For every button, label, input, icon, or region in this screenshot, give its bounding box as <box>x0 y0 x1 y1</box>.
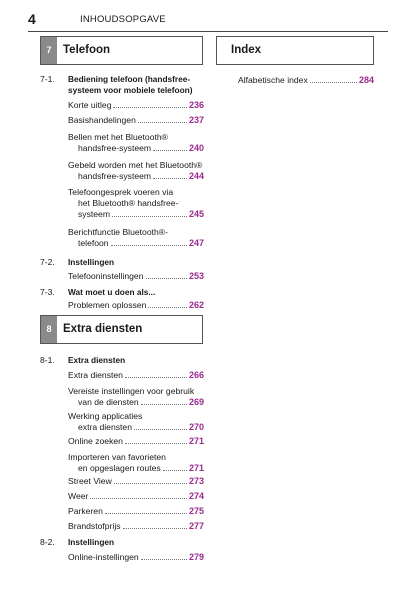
page-ref: 236 <box>188 100 204 110</box>
page-section-title: INHOUDSOPGAVE <box>80 14 166 25</box>
entry-label: telefoon <box>78 238 109 248</box>
page-ref: 279 <box>188 552 204 562</box>
leader-dots <box>105 508 187 514</box>
page-ref: 237 <box>188 115 204 125</box>
section-box-extra-diensten[interactable] <box>40 315 203 344</box>
leader-dots <box>310 77 357 83</box>
entry-label: het Bluetooth® handsfree- <box>78 198 179 208</box>
page-ref: 269 <box>188 397 204 407</box>
page-ref: 270 <box>188 422 204 432</box>
toc-entry[interactable] <box>68 115 204 126</box>
entry-label: Werking applicaties <box>68 411 143 421</box>
chapter-number: 7-2. <box>40 257 55 267</box>
toc-entry[interactable] <box>238 75 374 86</box>
toc-entry[interactable] <box>68 491 204 502</box>
entry-label: Telefoongesprek voeren via <box>68 187 174 197</box>
section-box-telefoon[interactable] <box>40 36 203 65</box>
leader-dots <box>114 478 187 484</box>
entry-label: extra diensten <box>78 422 132 432</box>
page-ref: 266 <box>188 370 204 380</box>
leader-dots <box>141 399 187 405</box>
toc-section-8 <box>40 355 205 570</box>
section-title: Extra diensten <box>63 323 143 335</box>
section-number: 7 <box>41 37 57 64</box>
leader-dots <box>146 273 187 279</box>
toc-entry[interactable] <box>68 100 204 111</box>
entry-label: Telefooninstellingen <box>68 271 144 281</box>
entry-label: Vereiste instellingen voor gebruik <box>68 386 195 396</box>
leader-dots <box>134 424 187 430</box>
entry-label: Online zoeken <box>68 436 123 446</box>
toc-section-7 <box>40 74 205 344</box>
page-ref: 275 <box>188 506 204 516</box>
entry-label: systeem <box>78 209 110 219</box>
toc-entry[interactable] <box>68 187 204 220</box>
leader-dots <box>138 117 187 123</box>
leader-dots <box>153 145 187 151</box>
page-ref: 247 <box>188 238 204 248</box>
toc-entry[interactable] <box>68 132 204 154</box>
entry-label: Parkeren <box>68 506 103 516</box>
leader-dots <box>113 102 186 108</box>
chapter-title: Wat moet u doen als... <box>68 287 156 297</box>
page-ref: 273 <box>188 476 204 486</box>
page-number: 4 <box>28 11 36 27</box>
entry-label: handsfree-systeem <box>78 171 152 181</box>
page-ref: 274 <box>188 491 204 501</box>
page-ref: 277 <box>188 521 204 531</box>
page-ref: 262 <box>188 300 204 310</box>
page-ref: 240 <box>188 143 204 153</box>
entry-label: van de diensten <box>78 397 139 407</box>
page-ref: 253 <box>188 271 204 281</box>
section-title: Index <box>231 44 262 56</box>
entry-label: Extra diensten <box>68 370 123 380</box>
page-ref: 271 <box>188 463 204 473</box>
leader-dots <box>153 173 187 179</box>
entry-label: handsfree-systeem <box>78 143 152 153</box>
entry-label: en opgeslagen routes <box>78 463 161 473</box>
entry-label: Weer <box>68 491 89 501</box>
entry-label: Alfabetische index <box>238 75 308 85</box>
entry-label: Brandstofprijs <box>68 521 121 531</box>
leader-dots <box>163 465 187 471</box>
chapter-number: 7-3. <box>40 287 55 297</box>
entry-label: Gebeld worden met het Bluetooth® <box>68 160 203 170</box>
chapter-title: Bediening telefoon (handsfree-systeem voor mobiele telefoon) <box>68 74 193 95</box>
section-number: 8 <box>41 316 57 343</box>
leader-dots <box>141 554 187 560</box>
toc-entry[interactable] <box>68 370 204 381</box>
header-rule <box>28 31 388 32</box>
leader-dots <box>112 211 187 217</box>
toc-entry[interactable] <box>68 386 204 408</box>
toc-entry[interactable] <box>68 476 204 487</box>
toc-entry[interactable] <box>68 552 204 563</box>
entry-label: Problemen oplossen <box>68 300 147 310</box>
leader-dots <box>111 240 187 246</box>
toc-entry[interactable] <box>68 227 204 249</box>
toc-entry[interactable] <box>68 506 204 517</box>
entry-label: Street View <box>68 476 112 486</box>
chapter-title: Instellingen <box>68 257 115 267</box>
toc-entry[interactable] <box>68 411 204 433</box>
entry-label: Berichtfunctie Bluetooth®- <box>68 227 168 237</box>
chapter-title: Instellingen <box>68 537 115 547</box>
leader-dots <box>148 302 187 308</box>
toc-entry[interactable] <box>68 271 204 282</box>
toc-entry[interactable] <box>68 160 204 182</box>
toc-entry[interactable] <box>68 436 204 447</box>
chapter-number: 8-1. <box>40 355 55 365</box>
leader-dots <box>125 372 187 378</box>
toc-entry[interactable] <box>68 300 204 311</box>
toc-entry[interactable] <box>68 521 204 532</box>
toc-entry[interactable] <box>68 452 204 474</box>
leader-dots <box>125 438 187 444</box>
page-ref: 245 <box>188 209 204 219</box>
entry-label: Basishandelingen <box>68 115 136 125</box>
chapter-number: 7-1. <box>40 74 55 84</box>
chapter-title: Extra diensten <box>68 355 126 365</box>
entry-label: Online-instellingen <box>68 552 139 562</box>
page-ref: 244 <box>188 171 204 181</box>
entry-label: Bellen met het Bluetooth® <box>68 132 168 142</box>
page-header <box>28 10 388 32</box>
page-ref: 284 <box>358 75 374 85</box>
page-ref: 271 <box>188 436 204 446</box>
section-box-index[interactable] <box>216 36 374 65</box>
chapter-number: 8-2. <box>40 537 55 547</box>
entry-label: Korte uitleg <box>68 100 112 110</box>
section-title: Telefoon <box>63 44 111 56</box>
leader-dots <box>90 493 187 499</box>
entry-label: Importeren van favorieten <box>68 452 166 462</box>
leader-dots <box>123 523 187 529</box>
